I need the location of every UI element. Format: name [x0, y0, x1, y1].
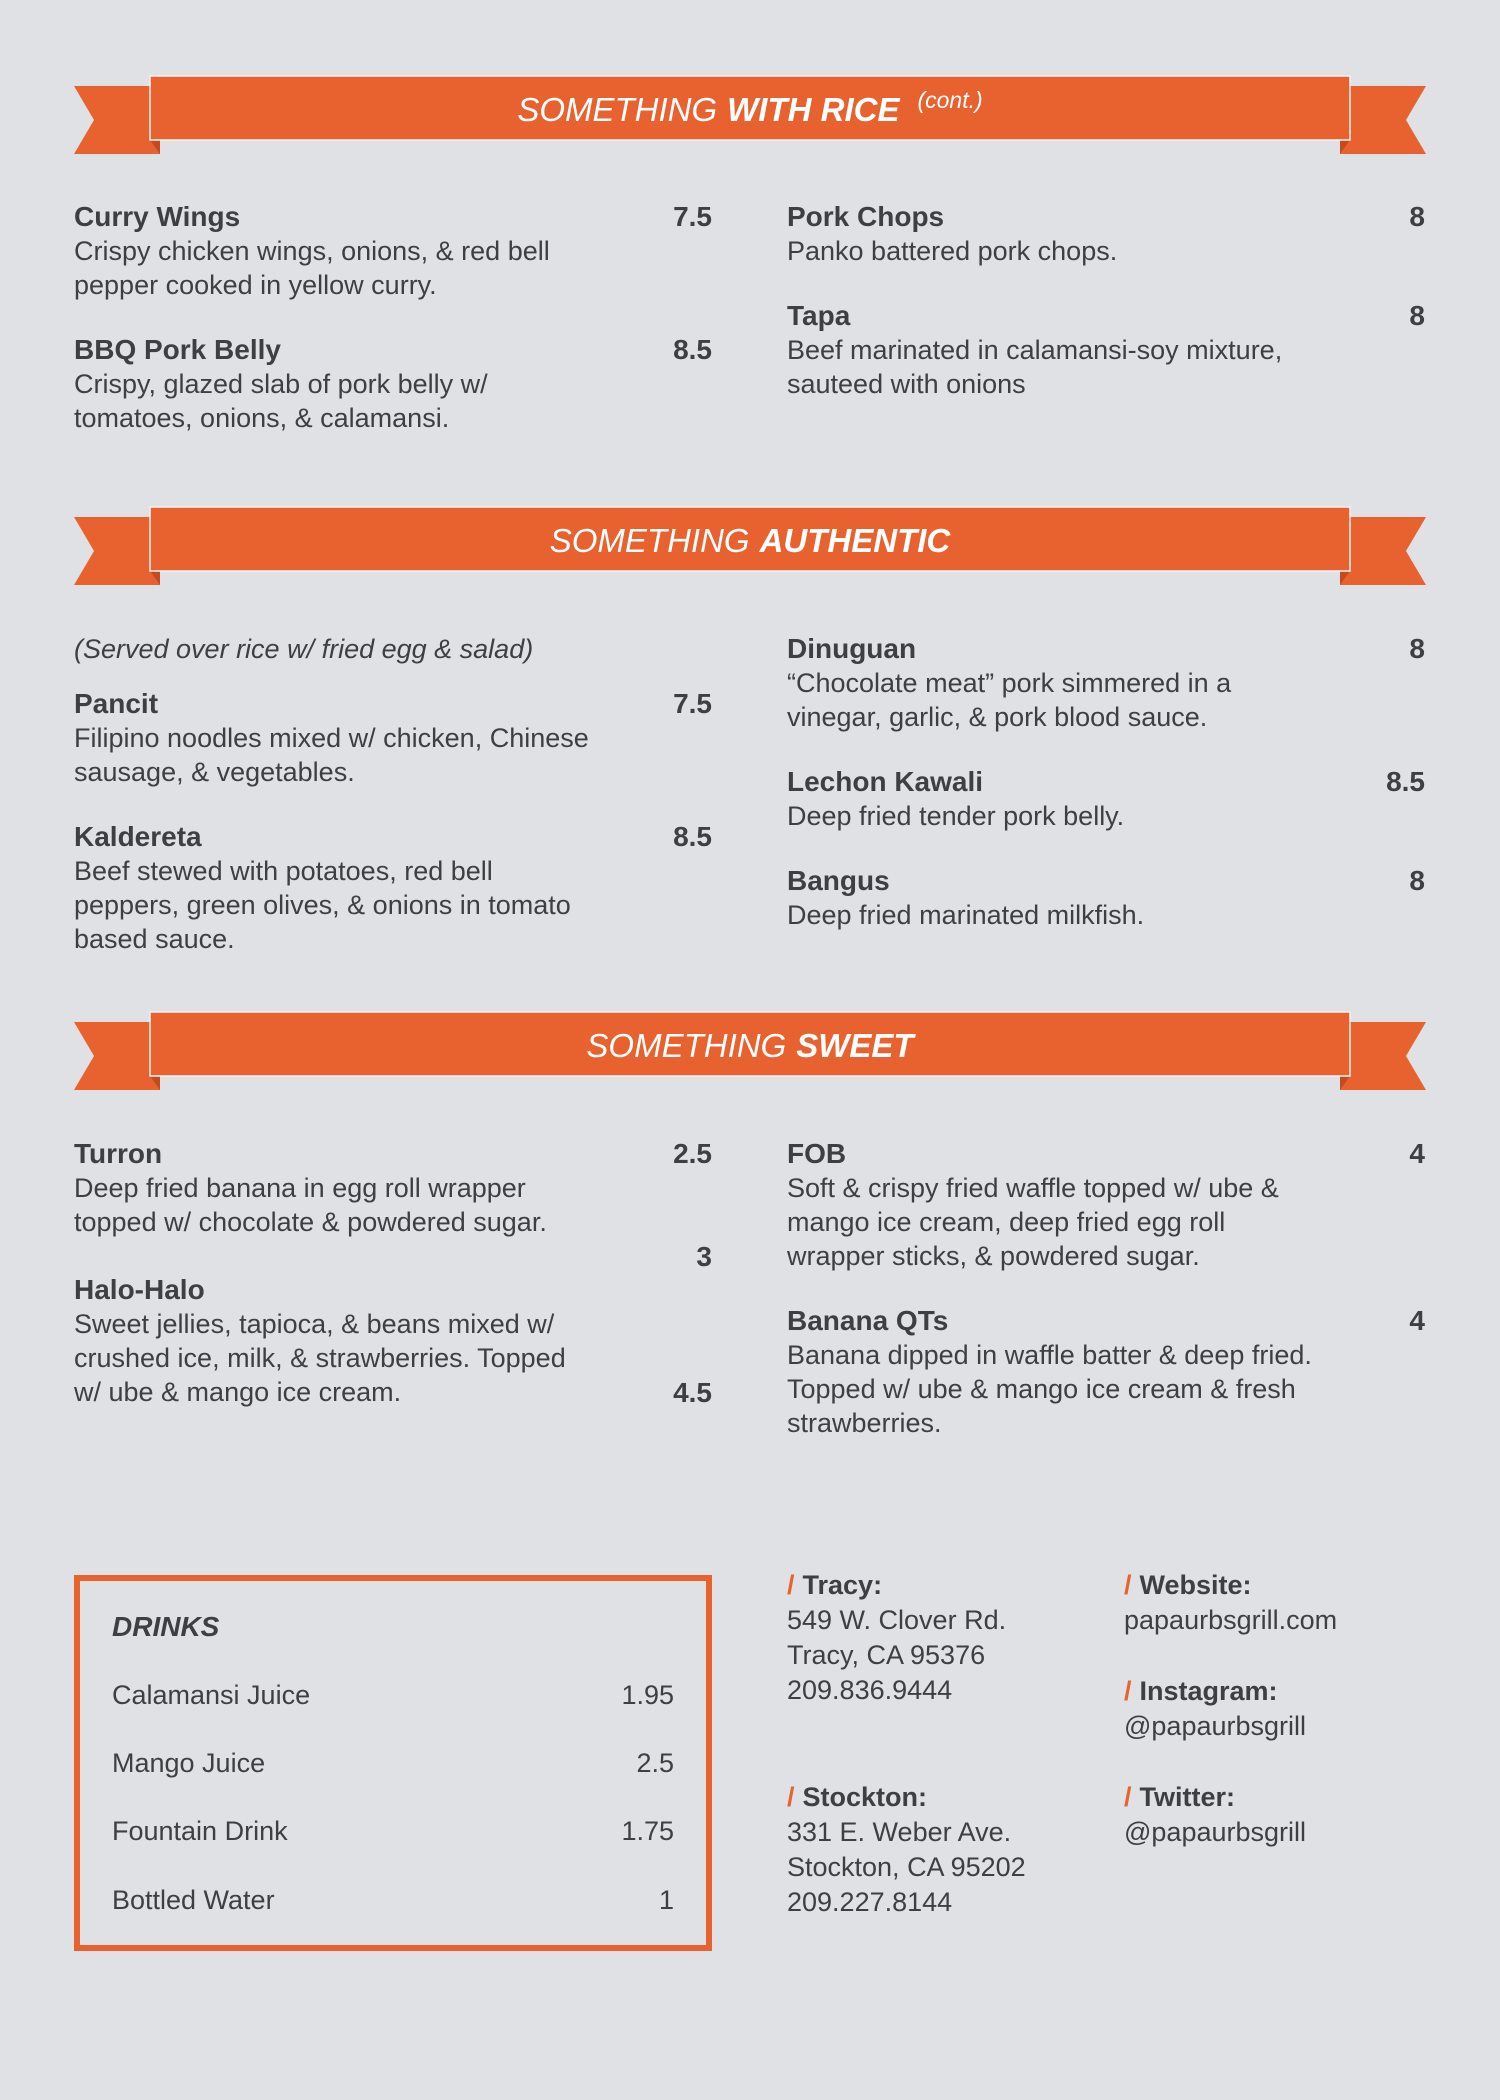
menu-item	[787, 200, 1425, 268]
item-name: Halo-Halo	[74, 1274, 205, 1305]
menu-item	[74, 687, 712, 789]
contact-website	[1124, 1568, 1337, 1638]
item-name: Banana QTs	[787, 1305, 949, 1336]
item-price: 7.5	[673, 201, 712, 232]
item-desc: peppers, green olives, & onions in tomato	[74, 890, 571, 920]
section-title: SOMETHING AUTHENTIC	[549, 522, 951, 559]
item-desc: Crispy, glazed slab of pork belly w/	[74, 369, 488, 399]
website-link[interactable]: papaurbsgrill.com	[1124, 1605, 1338, 1635]
item-desc: Deep fried marinated milkfish.	[787, 900, 1145, 930]
drink-row	[112, 1816, 674, 1847]
item-desc: mango ice cream, deep fried egg roll	[787, 1207, 1226, 1237]
item-desc: Deep fried banana in egg roll wrapper	[74, 1173, 526, 1203]
menu-item	[787, 765, 1425, 833]
section-banner-authentic	[74, 505, 1426, 585]
drinks-title: DRINKS	[112, 1611, 220, 1642]
drink-name: Mango Juice	[112, 1748, 266, 1778]
item-desc: Beef marinated in calamansi-soy mixture,	[787, 335, 1283, 365]
item-price: 8	[1409, 300, 1425, 331]
item-name: Bangus	[787, 865, 890, 896]
contact-instagram	[1124, 1674, 1306, 1744]
item-desc: topped w/ chocolate & powdered sugar.	[74, 1207, 547, 1237]
menu-item	[787, 299, 1425, 401]
item-desc: Panko battered pork chops.	[787, 236, 1118, 266]
drink-name: Fountain Drink	[112, 1816, 288, 1846]
drink-price: 2.5	[636, 1748, 674, 1778]
item-desc: strawberries.	[787, 1408, 942, 1438]
drink-name: Calamansi Juice	[112, 1680, 311, 1710]
contact-twitter	[1124, 1780, 1306, 1850]
rice-left-column	[74, 200, 712, 466]
address-line: Stockton, CA 95202	[787, 1852, 1026, 1882]
contact-label: / Website:	[1124, 1570, 1252, 1600]
item-desc: w/ ube & mango ice cream.	[74, 1377, 402, 1407]
menu-item	[74, 1137, 712, 1239]
instagram-handle[interactable]: @papaurbsgrill	[1124, 1711, 1306, 1741]
address-line: Tracy, CA 95376	[787, 1640, 986, 1670]
item-desc: wrapper sticks, & powdered sugar.	[787, 1241, 1200, 1271]
item-desc: tomatoes, onions, & calamansi.	[74, 403, 450, 433]
address-line: 331 E. Weber Ave.	[787, 1817, 1012, 1847]
item-desc: Deep fried tender pork belly.	[787, 801, 1125, 831]
location-label: / Tracy:	[787, 1570, 883, 1600]
location-stockton	[787, 1780, 1026, 1920]
item-name: Lechon Kawali	[787, 766, 984, 797]
item-price: 8.5	[673, 334, 712, 365]
item-price: 4.5	[673, 1377, 712, 1408]
menu-item	[74, 333, 712, 435]
item-name: FOB	[787, 1138, 847, 1169]
drink-row	[112, 1748, 674, 1779]
item-price: 8.5	[1386, 766, 1425, 797]
phone-number: 209.836.9444	[787, 1675, 953, 1705]
item-desc: pepper cooked in yellow curry.	[74, 270, 437, 300]
item-name: Turron	[74, 1138, 163, 1169]
location-tracy	[787, 1568, 1006, 1708]
item-desc: Beef stewed with potatoes, red bell	[74, 856, 493, 886]
menu-item	[787, 632, 1425, 734]
menu-item	[74, 1273, 712, 1409]
sweet-left-column	[74, 1137, 712, 1440]
item-name: Dinuguan	[787, 633, 917, 664]
location-label: / Stockton:	[787, 1782, 928, 1812]
item-name: Pancit	[74, 688, 159, 719]
item-name: Tapa	[787, 300, 851, 331]
menu-item	[787, 1137, 1425, 1273]
item-name: BBQ Pork Belly	[74, 334, 281, 365]
item-desc: Sweet jellies, tapioca, & beans mixed w/	[74, 1309, 555, 1339]
served-note: (Served over rice w/ fried egg & salad)	[74, 634, 534, 664]
sweet-right-column	[787, 1137, 1425, 1471]
item-desc: sauteed with onions	[787, 369, 1026, 399]
item-price: 8	[1409, 865, 1425, 896]
item-desc: Soft & crispy fried waffle topped w/ ube &	[787, 1173, 1279, 1203]
section-title: SOMETHING WITH RICE (cont.)	[517, 86, 983, 128]
item-desc: crushed ice, milk, & strawberries. Topped	[74, 1343, 566, 1373]
contact-label: / Instagram:	[1124, 1676, 1278, 1706]
section-title: SOMETHING SWEET	[586, 1027, 914, 1064]
item-desc: Crispy chicken wings, onions, & red bell	[74, 236, 550, 266]
phone-number: 209.227.8144	[787, 1887, 953, 1917]
item-desc: based sauce.	[74, 924, 235, 954]
rice-right-column	[787, 200, 1425, 432]
item-price: 8	[1409, 633, 1425, 664]
contact-label: / Twitter:	[1124, 1782, 1236, 1812]
item-price: 4	[1409, 1138, 1425, 1169]
item-price: 4	[1409, 1305, 1425, 1336]
item-desc: Banana dipped in waffle batter & deep fried.	[787, 1340, 1312, 1370]
drink-price: 1.95	[621, 1680, 674, 1710]
authentic-left-column	[74, 632, 712, 987]
menu-item	[74, 200, 712, 302]
drink-price: 1.75	[621, 1816, 674, 1846]
menu-item	[74, 820, 712, 956]
authentic-right-column	[787, 632, 1425, 963]
item-price: 8.5	[673, 821, 712, 852]
twitter-handle[interactable]: @papaurbsgrill	[1124, 1817, 1306, 1847]
item-desc: Topped w/ ube & mango ice cream & fresh	[787, 1374, 1296, 1404]
item-price: 8	[1409, 201, 1425, 232]
item-desc: Filipino noodles mixed w/ chicken, Chinese	[74, 723, 589, 753]
drink-row	[112, 1680, 674, 1711]
item-desc: sausage, & vegetables.	[74, 757, 355, 787]
item-price: 3	[696, 1241, 712, 1272]
item-name: Pork Chops	[787, 201, 945, 232]
drinks-box	[74, 1575, 712, 1951]
item-desc: “Chocolate meat” pork simmered in a	[787, 668, 1232, 698]
address-line: 549 W. Clover Rd.	[787, 1605, 1007, 1635]
item-name: Curry Wings	[74, 201, 241, 232]
item-price: 2.5	[673, 1138, 712, 1169]
drink-name: Bottled Water	[112, 1885, 275, 1915]
item-name: Kaldereta	[74, 821, 202, 852]
menu-item	[787, 1304, 1425, 1440]
section-banner-rice	[74, 74, 1426, 154]
item-price: 7.5	[673, 688, 712, 719]
menu-item	[787, 864, 1425, 932]
drink-row	[112, 1885, 674, 1916]
drink-price: 1	[658, 1885, 674, 1915]
item-desc: vinegar, garlic, & pork blood sauce.	[787, 702, 1208, 732]
section-banner-sweet	[74, 1010, 1426, 1090]
